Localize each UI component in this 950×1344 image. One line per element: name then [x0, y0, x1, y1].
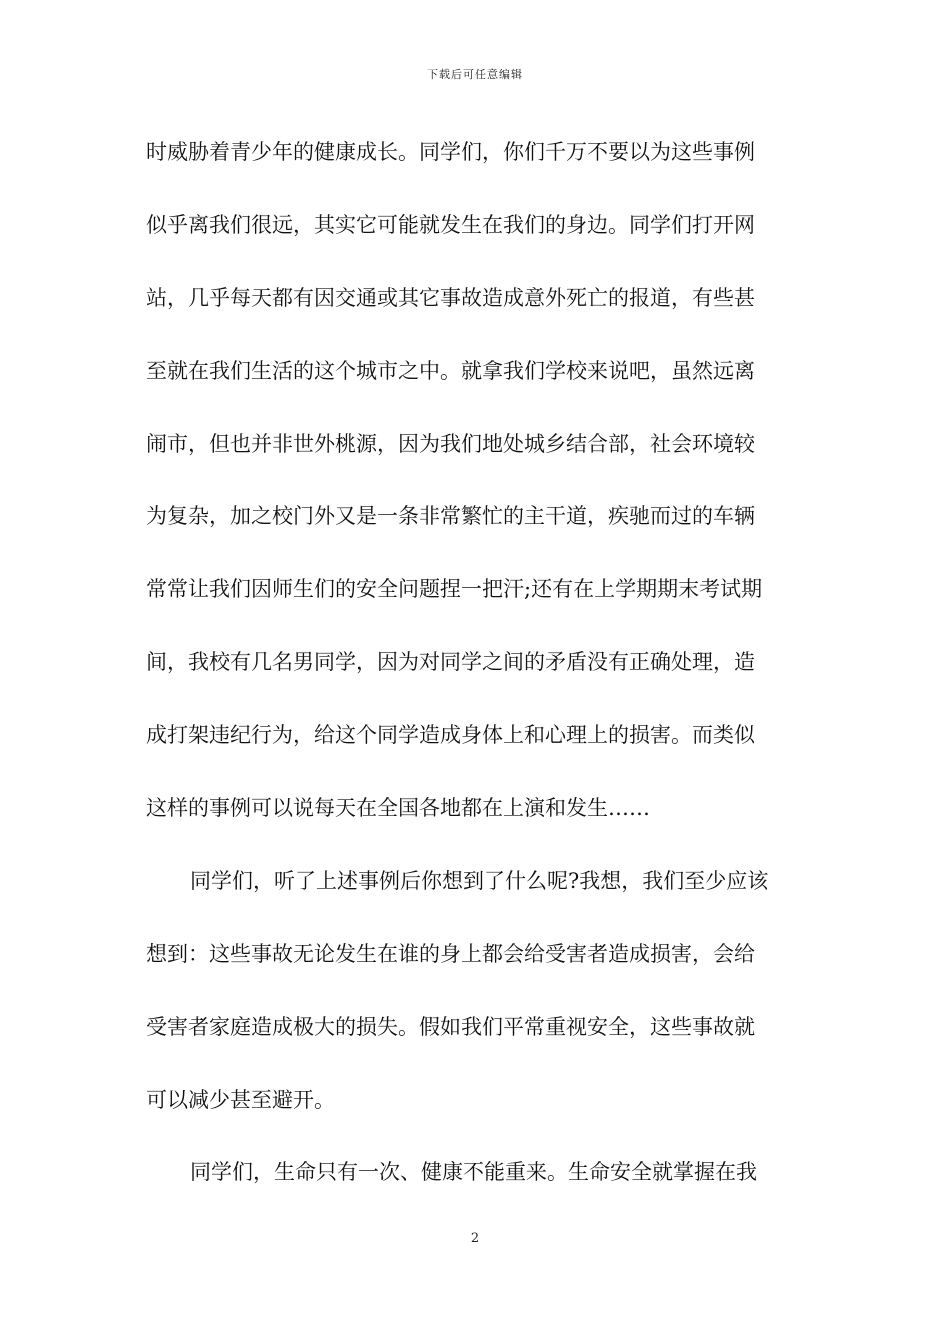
text-line: 为复杂，加之校门外又是一条非常繁忙的主干道，疾驰而过的车辆 — [146, 504, 755, 529]
text-line: 时威胁着青少年的健康成长。同学们，你们千万不要以为这些事例 — [146, 140, 755, 164]
text-line: 至就在我们生活的这个城市之中。就拿我们学校来说吧，虽然远离 — [146, 358, 755, 383]
paragraph-start-line: 同学们，生命只有一次、健康不能重来。生命安全就掌握在我 — [190, 1160, 757, 1185]
text-line: 可以减少甚至避开。 — [146, 1087, 335, 1112]
page-number: 2 — [470, 1231, 480, 1246]
text-line: 常常让我们因师生们的安全问题捏一把汗;还有在上学期期末考试期 — [146, 577, 763, 602]
text-line: 闹市，但也并非世外桃源，因为我们地处城乡结合部，社会环境较 — [146, 431, 755, 456]
text-line: 似乎离我们很远，其实它可能就发生在我们的身边。同学们打开网 — [146, 212, 755, 237]
text-line: 这样的事例可以说每天在全国各地都在上演和发生…… — [146, 796, 650, 821]
text-line: 想到：这些事故无论发生在谁的身上都会给受害者造成损害，会给 — [146, 941, 755, 966]
page-header: 下载后可任意编辑 — [427, 68, 523, 81]
text-line: 站，几乎每天都有因交通或其它事故造成意外死亡的报道，有些甚 — [146, 285, 755, 310]
paragraph-start-line: 同学们，听了上述事例后你想到了什么呢?我想，我们至少应该 — [190, 868, 769, 893]
text-line: 间，我校有几名男同学，因为对同学之间的矛盾没有正确处理，造 — [146, 650, 755, 675]
text-line: 成打架违纪行为，给这个同学造成身体上和心理上的损害。而类似 — [146, 723, 755, 748]
text-line: 受害者家庭造成极大的损失。假如我们平常重视安全，这些事故就 — [146, 1014, 755, 1039]
document-body — [146, 126, 811, 1219]
